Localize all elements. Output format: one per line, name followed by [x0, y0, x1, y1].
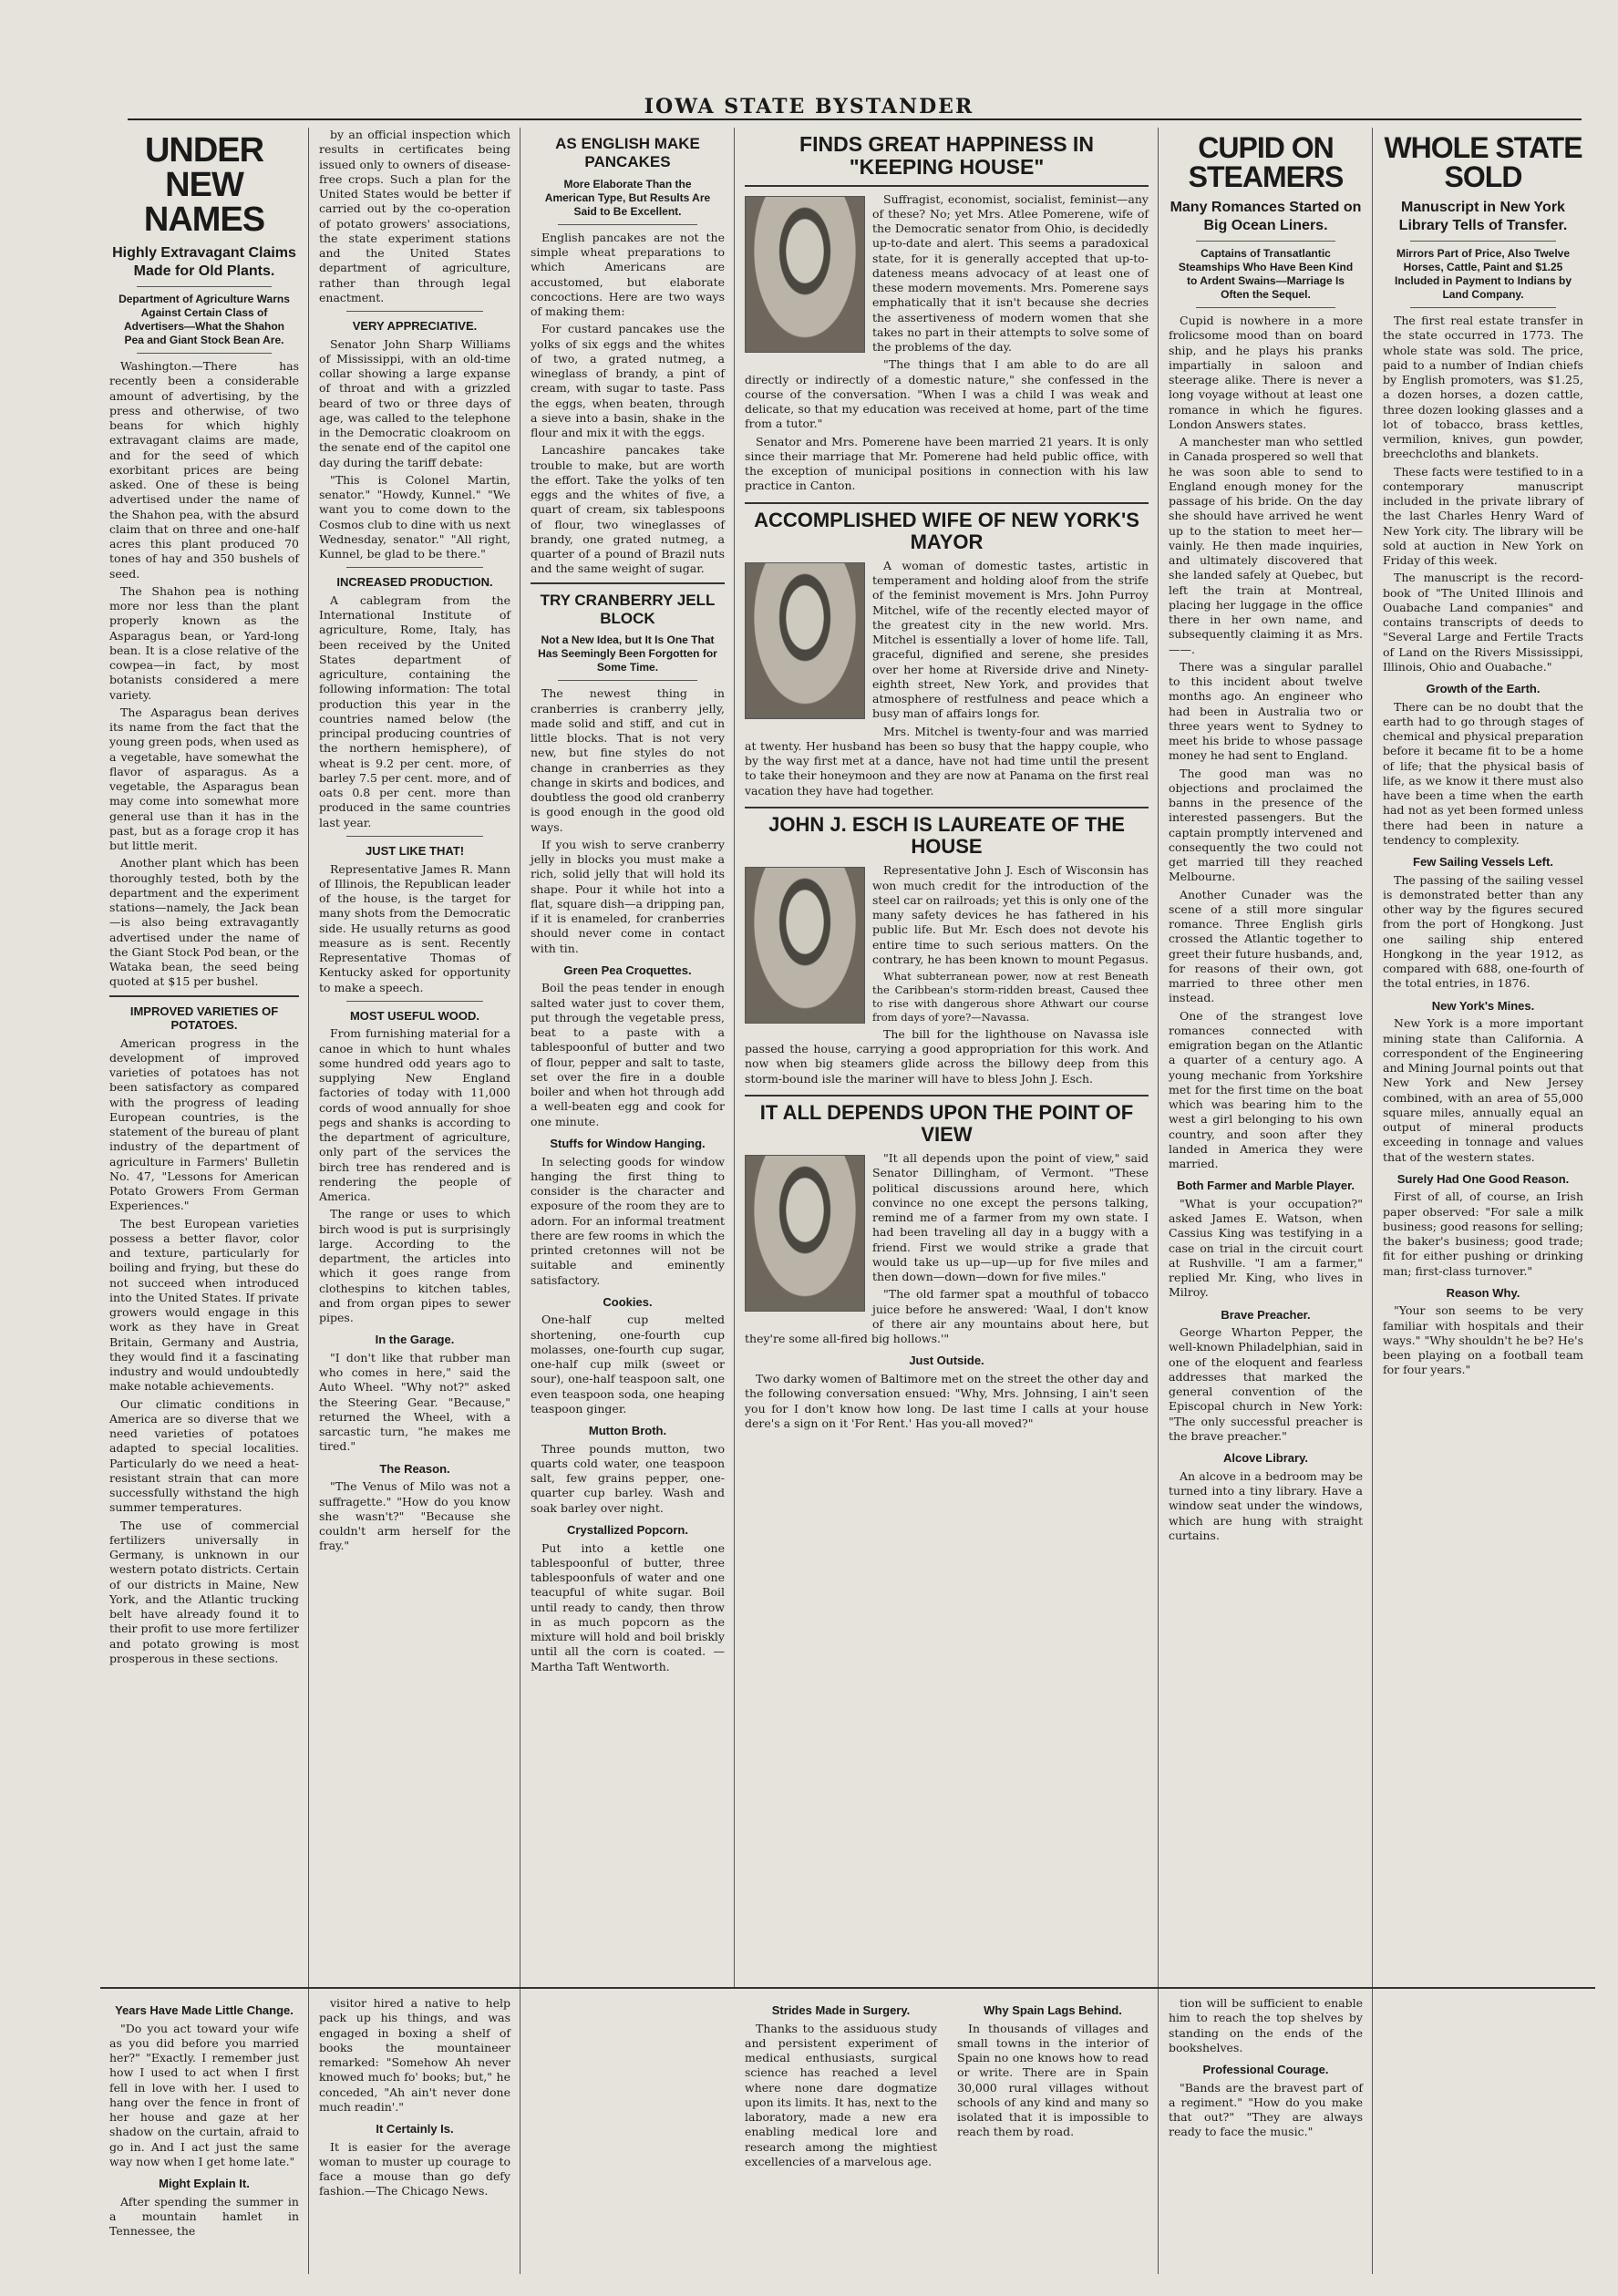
separator [558, 680, 697, 681]
paragraph: Another plant which has been thoroughly tested, both by the department and the experiment stations—namely, the Jack bean—is also being extravagantly advertised under the name of the Giant Stock Pod bean, or the Wataka bean, the seed being quoted at $15 per bushel. [109, 856, 299, 989]
subhead: It Certainly Is. [376, 2122, 454, 2136]
paragraph: The range or uses to which birch wood is put is surprisingly large. According to the department, the articles into which it goes range from clothespins to kitchen tables, and from organ pipes to sewer pipes. [319, 1207, 510, 1325]
portrait-mrs-pomerene [745, 196, 865, 353]
column-features [736, 128, 1158, 1987]
paragraph: From furnishing material for a canoe in which to hunt whales some hundred odd years ago to supplying New England factories of today with 11,000 cords of wood annually for shoe pegs and shanks is according to the department of agriculture, only part of the services the birch tree has rendered and is rendering the people of America. [319, 1026, 510, 1204]
paragraph: George Wharton Pepper, the well-known Philadelphian, said in one of the eloquent and fearless addresses that marked the general convention of the Episcopal church in New York: "The only successful preacher is the brave preacher." [1169, 1325, 1363, 1443]
paragraph: A cablegram from the International Institute of agriculture, Rome, Italy, has been received by the United States department of agriculture, containing the following information: The total production this year in the countries named below (the principal producing countries of the northern hemisphere), of wheat is 9.2 per cent. more, of barley 7.5 per cent. more, and of oats 0.8 per cent. more than produced in the same countries last year. [319, 592, 510, 829]
paragraph: These facts were testified to in a contemporary manuscript included in the private library of the last Charles Henry Ward of New York city. The library will be sold at auction in New York on Friday of this week. [1383, 464, 1583, 567]
paragraph: The use of commercial fertilizers universally in Germany, is unknown in our western potato districts. Certain of our districts in Maine, New York, and the Atlantic trucking belt have already found it to their profit to use more fertilizer and potato growing is most prosperous in these sections. [109, 1518, 299, 1665]
separator [137, 286, 272, 287]
portrait-senator-dillingham [745, 1155, 865, 1312]
separator [531, 582, 725, 584]
subhead: Cookies. [603, 1294, 653, 1309]
paragraph: The newest thing in cranberries is cranberry jelly, made solid and stiff, and cut in little blocks. That is not very new, but fine styles do not change in cranberries as they change in skirts and bodices, and doubtless the good old cranberry is good enough in the good old ways. [531, 686, 725, 834]
paragraph: It is easier for the average woman to muster up courage to face a mouse than go defy fashion.—The Chicago News. [319, 2139, 510, 2198]
subhead: Just Outside. [909, 1354, 984, 1368]
separator [745, 502, 1149, 504]
paragraph: Another Cunader was the scene of a still more singular romance. Three English girls crossed the Atlantic together to greet their future husbands, and, for reasons of their own, got married to three other men instead. [1169, 887, 1363, 1005]
paragraph: Senator and Mrs. Pomerene have been married 21 years. It is only since their marriage that Mr. Pomerene had held public office, with the exception of municipal positions in connection with his law practice in Canton. [745, 434, 1149, 493]
paragraph: The manuscript is the record-book of "The United Illinois and Ouabache Land companies" and contains transcripts of deeds to "Several Large and Fertile Tracts of Land on the Rivers Mississippi, Illinois, Ohio and Ouabache." [1383, 571, 1583, 674]
paragraph: Thanks to the assiduous study and persistent experiment of medical enthusiasts, surgical science has reached a level where none dare dogmatize upon its limits. It has, next to the laboratory, made a new era enabling medical lore and research among the mightiest excellencies of a marvelous age. [745, 2021, 937, 2168]
paragraph: by an official inspection which results in certificates being issued only to owners of disease-free crops. Such a plan for the United States would be better if carried out by the co-operation of potato growers' associations, the state experiment stations and the United States department of agriculture, rather than through legal enactment. [319, 128, 510, 304]
paragraph: There was a singular parallel to this incident about twelve months ago. An engineer who had been in Australia two or three years went to Sydney to meet his bride to whose passage money he had sent to England. [1169, 659, 1363, 763]
subhead: Professional Courage. [1202, 2063, 1329, 2076]
deck: Manuscript in New York Library Tells of Transfer. [1398, 200, 1568, 233]
headline-cranberry: TRY CRANBERRY JELL BLOCK [540, 591, 716, 627]
headline-keeping-house: FINDS GREAT HAPPINESS IN "KEEPING HOUSE" [799, 132, 1094, 180]
separator [109, 995, 299, 997]
poem: What subterranean power, now at rest Beneath the Caribbean's storm-ridden breast, Caused thee to rise with dangerous shore Athwart our course from days of yore?—Navassa. [872, 970, 1149, 1024]
column-whole-state-sold [1374, 128, 1592, 1987]
paragraph: New York is a more important mining state than California. A correspondent of the Engineering and Mining Journal points out that New York and New Jersey combined, with an area of 55,000 square miles, annually equal an output of mineral products exceeding in tonnage and values that of the western states. [1383, 1016, 1583, 1164]
paragraph: The Shahon pea is nothing more nor less than the plant properly known as the Asparagus bean, or Yard-long bean. It is a close relative of the cowpea—in fact, by most botanists considered a mere variety. [109, 583, 299, 702]
paragraph: A woman of domestic tastes, artistic in temperament and holding aloof from the strife of the feminist movement is Mrs. John Purroy Mitchel, wife of the recently elected mayor of the greatest city in the new world. Mrs. Mitchel is essentially a lover of home life. Tall, graceful, dignified and serene, she presides over her home at Riverside drive and Ninety-eighth street, New York, and provides that atmosphere of restfulness and peace which a busy man of affairs longs for. [872, 558, 1149, 721]
subhead: MOST USEFUL WOOD. [349, 1008, 480, 1023]
subhead: Alcove Library. [1223, 1451, 1308, 1466]
bottom-col-3 [736, 1996, 946, 2270]
paragraph: For custard pancakes use the yolks of six eggs and the whites of two, a grated nutmeg, a wineglass of brandy, a pint of cream, with sugar to taste. Pass the eggs, when beaten, through a sieve into a basin, shake in the flour and mix it with the eggs. [531, 322, 725, 440]
separator [745, 1095, 1149, 1097]
subhead: Years Have Made Little Change. [115, 2003, 294, 2017]
separator [346, 1001, 483, 1002]
paragraph: visitor hired a native to help pack up his things, and was engaged in boxing a shelf of books the mountaineer remarked: "Somehow Ah never knowed much fo' books; but," he conceded, "Ah ain't never done much readin'." [319, 1996, 510, 2114]
column-under-new-names [100, 128, 308, 1987]
column-divider [1158, 128, 1159, 2274]
subhead: IMPROVED VARIETIES OF POTATOES. [129, 1004, 279, 1033]
deck: More Elaborate Than the American Type, But Results Are Said to Be Excellent. [544, 177, 711, 218]
paragraph: One-half cup melted shortening, one-fourth cup molasses, one-fourth cup sugar, one-half cup milk (sweet or sour), one-half teaspoon salt, one even teaspoon soda, one heaping teaspoon ginger. [531, 1313, 725, 1416]
paragraph: There can be no doubt that the earth had to go through stages of chemical and physical preparation before it became fit to be a home of life; that the physical basis of life, as we know it there must also have been a time when the earth had not as yet been formed unless there had been in nature a tendency to complexity. [1383, 699, 1583, 847]
paragraph: "This is Colonel Martin, senator." "Howdy, Kunnel." "We want you to come down to the Cosmos club to dine with us next Wednesday, senator." "All right, Kunnel, be glad to be there." [319, 472, 510, 561]
deck: Many Romances Started on Big Ocean Liners. [1170, 200, 1362, 233]
deck: Highly Extravagant Claims Made for Old Plants. [112, 245, 296, 279]
paragraph: One of the strangest love romances connected with emigration began on the Atlantic a quarter of a century ago. A young mechanic from Yorkshire met for the first time on the boat which was bearing him to the west a girl belonging to his own country, and soon after they landed in America they were married. [1169, 1008, 1363, 1170]
subhead: JUST LIKE THAT! [365, 843, 465, 858]
headline-point-of-view: IT ALL DEPENDS UPON THE POINT OF VIEW [759, 1100, 1134, 1147]
paragraph: The good man was no objections and proclaimed the banns in the presence of the interested passengers. But the captain promptly intervened and consequently the two could not get married till they reached Melbourne. [1169, 766, 1363, 884]
paragraph: In thousands of villages and small towns in the interior of Spain no one knows how to read or write. There are in Spain 30,000 rural villages without schools of any kind and many so isolated that it is impossible to reach them by road. [957, 2021, 1149, 2139]
paragraph: Put into a kettle one tablespoonful of butter, three tablespoonfuls of water and one teacupful of white sugar. Boil until ready to candy, then throw in as much popcorn as the mixture will hold and boil briskly until all the corn is coated. — Martha Taft Wentworth. [531, 1540, 725, 1673]
paragraph: "I don't like that rubber man who comes in here," said the Auto Wheel. "Why not?" asked the Steering Gear. "Because," returned the Wheel, with a sarcastic turn, "he makes me tired." [319, 1350, 510, 1454]
paragraph: Representative James R. Mann of Illinois, the Republican leader of the house, is the target for many shots from the Democratic side. He usually returns as good measure as is sent. Recently Representative Thomas of Kentucky asked for opportunity to make a speech. [319, 861, 510, 994]
bottom-col-2 [310, 1996, 520, 2270]
subhead: Mutton Broth. [588, 1424, 667, 1438]
paragraph: The Asparagus bean derives its name from the fact that the young green pods, when used as a vegetable, have somewhat the flavor of asparagus. As a vegetable, the Asparagus bean may come into somewhat more general use than it has in the past, but as a forage crop it has but little merit. [109, 705, 299, 852]
subdeck: Captains of Transatlantic Steamships Who Have Been Kind to Ardent Swains—Marriage Is Often the Sequel. [1178, 247, 1354, 301]
separator [1196, 241, 1335, 242]
separator [1410, 307, 1556, 308]
paragraph: "Bands are the bravest part of a regiment." "How do you make that out?" "They are always ready to face the music." [1169, 2080, 1363, 2139]
paragraph: Boil the peas tender in enough salted water just to cover them, put through the vegetable press, beat to a paste with a tablespoonful of butter and two of flour, pepper and salt to taste, set over the fire in a double boiler and when hot through add a well-beaten egg and cook for one minute. [531, 981, 725, 1128]
paragraph: "Your son seems to be very familiar with hospitals and their ways." "Why shouldn't he be? He's been playing on a football team for four years." [1383, 1303, 1583, 1377]
paragraph: If you wish to serve cranberry jelly in blocks you must make a rich, solid jelly that will hold its shape. Pour it while hot into a flat, square dish—a dripping pan, if it is enameled, for cranberries should never come in contact with tin. [531, 837, 725, 955]
headline-pancakes: AS ENGLISH MAKE PANCAKES [555, 135, 700, 171]
column-divider [1372, 128, 1373, 2274]
subhead: Surely Had One Good Reason. [1396, 1171, 1570, 1186]
paragraph: The bill for the lighthouse on Navassa isle passed the house, carrying a good appropriation for this work. And now when big steamers glide across the billowy deep from this storm-bound isle the mariner will have to bless John J. Esch. [745, 1026, 1149, 1086]
separator [745, 185, 1149, 187]
headline-mayor-wife: ACCOMPLISHED WIFE OF NEW YORK'S MAYOR [754, 508, 1139, 553]
subhead: New York's Mines. [1431, 998, 1535, 1013]
paragraph: In selecting goods for window hanging the first thing to consider is the character and exposure of the room they are to adorn. For an informal treatment there are few rooms in which the printed cretonnes will not be suitable and eminently satisfactory. [531, 1154, 725, 1287]
paragraph: "Do you act toward your wife as you did before you married her?" "Exactly. I remember just how I used to act when I first fell in love with her. I used to hang over the fence in front of her house and gaze at her shadow on the curtain, afraid to go in. And I act just the same way now when I get home late." [109, 2021, 299, 2168]
headline-esch-laureate: JOHN J. ESCH IS LAUREATE OF THE HOUSE [768, 812, 1125, 859]
subhead: Growth of the Earth. [1426, 682, 1541, 695]
paragraph: The best European varieties possess a better flavor, color and texture, particularly for boiling and frying, but these do not succeed when introduced into the United States. If private growers would engage in this work as they have in Great Britain, Germany and Austria, they would find it a fascinating industry and would undoubtedly make notable achievements. [109, 1216, 299, 1394]
paragraph: The first real estate transfer in the state occurred in 1773. The whole state was sold. The price, paid to a number of Indian chiefs by English promoters, was $1.25, a dozen horses, a dozen cattle, three dozen looking glasses and a lot of tobacco, brass kettles, vermilion, knives, gun powder, breechcloths and blankets. [1383, 314, 1583, 461]
separator [137, 353, 272, 354]
paragraph: The passing of the sailing vessel is demonstrated better than any other way by the figures secured from the port of Hongkong. Just one sailing ship entered Hongkong in the year 1912, as compared with 688, one-fourth of the total entries, in 1876. [1383, 872, 1583, 991]
subhead: Stuffs for Window Hanging. [550, 1136, 706, 1150]
paragraph: Cupid is nowhere in a more frolicsome mood than on board ship, and he plays his pranks impartially in saloon and steerage alike. There is never a long voyage without at least one romance in which he figures. London Answers states. [1169, 314, 1363, 431]
bottom-col-5 [1159, 1996, 1372, 2270]
separator [346, 836, 483, 837]
subdeck: Department of Agriculture Warns Against Certain Class of Advertisers—What the Shahon Pea and Giant Stock Bean Are. [119, 293, 290, 346]
paragraph: Two darky women of Baltimore met on the street the other day and the following conversation ensued: "Why, Mrs. Johnsing, I ain't seen you for I don't know how long. De last time I calls at your house dere's a sign on it 'For Rent.' Has you-all moved?" [745, 1372, 1149, 1430]
paragraph: Suffragist, economist, socialist, feminist—any of these? No; yet Mrs. Atlee Pomerene, wife of the Democratic senator from Ohio, is decidedly up-to-date and alert. This seems a paradoxical state, for it is generally accepted that up-to-dateness means advocacy of at least one of these modern movements. Mrs. Pomerene says emphatically that it isn't because she decries the assertiveness of modern women that she takes no part in their attempts to solve some of the problems of the day. [872, 191, 1149, 355]
subhead: Reason Why. [1446, 1285, 1520, 1300]
paragraph: An alcove in a bedroom may be turned into a tiny library. Have a window seat under the windows, which are hung with straight curtains. [1169, 1468, 1363, 1542]
bottom-col-4 [948, 1996, 1158, 2270]
column-miscellany [310, 128, 520, 1987]
column-divider [308, 128, 309, 2274]
bottom-rule [100, 1987, 1595, 1989]
paragraph: "The old farmer spat a mouthful of tobacco juice before he answered: 'Waal, I don't know of there air any mountains about here, but they're some all-fired big hollows.'" [745, 1287, 1149, 1346]
paragraph: Senator John Sharp Williams of Mississippi, with an old-time collar showing a large expanse of throat and with a grizzled beard of two or three days of age, was called to the telephone in the Democratic cloakroom on the senate end of the capitol one day during the tariff debate: [319, 336, 510, 469]
subhead: Might Explain It. [159, 2177, 250, 2191]
headline-cupid-on-steamers: CUPID ON STEAMERS [1188, 131, 1344, 193]
portrait-john-esch [745, 867, 865, 1024]
paragraph: Lancashire pancakes take trouble to make, but are worth the effort. Take the yolks of ten eggs and the whites of five, a quart of cream, six tablespoons of flour, two wineglasses of brandy, one grated nutmeg, a quarter of a pound of Brazil nuts and the same weight of sugar. [531, 443, 725, 576]
paragraph: "The things that I am able to do are all directly or indirectly of a domestic nature," she confessed in the course of the conversation. "When I was a child I was weak and delicate, so that my education was received at home, part of the time from a tutor." [745, 357, 1149, 431]
separator [745, 807, 1149, 808]
masthead-rule [128, 118, 1582, 120]
column-cupid [1159, 128, 1372, 1987]
column-pancakes [521, 128, 734, 1987]
paragraph: American progress in the development of improved varieties of potatoes has not been satisfactory as compared with the progress of leading European countries, is the statement of the bureau of plant industry of the department of agriculture in Farmers' Bulletin No. 47, "Lessons for American Potato Growers From German Experiences." [109, 1035, 299, 1213]
paragraph: Mrs. Mitchel is twenty-four and was married at twenty. Her husband has been so busy that the happy couple, who by the way first met at a dance, have not had time until the present to take their honeymoon and they are now at Panama on the first real vacation they have had together. [745, 724, 1149, 798]
paragraph: "It all depends upon the point of view," said Senator Dillingham, of Vermont. "These political discussions around here, which convince no one except the persons talking, remind me of a farmer from my own state. I had been traveling all day in a buggy with a friend. First we would strike a grade that would take us up—up—up for five miles and then down—down—down for five miles." [872, 1151, 1149, 1284]
subhead: Brave Preacher. [1221, 1307, 1311, 1322]
paragraph: "The Venus of Milo was not a suffragette." "How do you know she wasn't?" "Because she couldn't arm herself for the fray." [319, 1479, 510, 1553]
subhead: Few Sailing Vessels Left. [1413, 855, 1553, 870]
paragraph: Three pounds mutton, two quarts cold water, one teaspoon salt, few grains pepper, one-quarter cup barley. Wash and soak barley over night. [531, 1441, 725, 1515]
paragraph: "What is your occupation?" asked James E. Watson, when Cassius King was testifying in a case on trial in the circuit court at Rushville. "I am a farmer," replied Mr. King, who lives in Milroy. [1169, 1196, 1363, 1300]
subhead: Both Farmer and Marble Player. [1176, 1179, 1355, 1193]
masthead [0, 0, 1618, 137]
paragraph: First of all, of course, an Irish paper observed: "For sale a milk business; good reasons for selling; the baker's business; good trade; fit for either pushing or drinking man; first-class turnover." [1383, 1189, 1583, 1278]
headline-whole-state-sold: WHOLE STATE SOLD [1384, 131, 1582, 193]
subhead: INCREASED PRODUCTION. [336, 575, 493, 590]
deck: Not a New Idea, but It Is One That Has Seemingly Been Forgotten for Some Time. [538, 633, 717, 674]
paragraph: After spending the summer in a mountain hamlet in Tennessee, the [109, 2194, 299, 2239]
subhead: In the Garage. [375, 1333, 455, 1347]
headline-under-new-names: UNDER NEW NAMES [143, 131, 265, 239]
bottom-col-1 [100, 1996, 308, 2270]
paragraph: tion will be sufficient to enable him to reach the top shelves by standing on the ends of the bookshelves. [1169, 1996, 1363, 2054]
separator [346, 567, 483, 568]
subdeck: Mirrors Part of Price, Also Twelve Horses, Cattle, Paint and $1.25 Included in Payment to Indians by Land Company. [1394, 247, 1572, 301]
column-divider [734, 128, 735, 1987]
separator [1196, 307, 1335, 308]
paragraph: Representative John J. Esch of Wisconsin has won much credit for the introduction of the steel car on railroads; yet this is only one of the many safety devices he has fathered in his public life. But Mr. Esch does not devote his entire time to such serious matters. On the contrary, he has been known to mount Pegasus. [872, 863, 1149, 966]
subhead: The Reason. [379, 1461, 450, 1476]
paragraph: Our climatic conditions in America are so diverse that we need varieties of potatoes adapted to special localities. Particularly do we need a heat-resistant strain that can more successfully withstand the high summer temperatures. [109, 1396, 299, 1515]
subhead: VERY APPRECIATIVE. [352, 319, 478, 333]
paragraph: A manchester man who settled in Canada prospered so well that he was soon able to send to England enough money for the passage of his bride. On the day she should have arrived he went up to the station to meet her—vainly. He then made inquiries, and ultimately discovered that she landed safely at Quebec, but left the train at Montreal, placing her luggage in the office there in her own name, and subsequently claiming it as Mrs. ——. [1169, 435, 1363, 656]
separator [558, 224, 697, 225]
subhead: Green Pea Croquettes. [563, 963, 692, 977]
paragraph: English pancakes are not the simple wheat preparations to which Americans are accustomed, but elaborate concoctions. Here are two ways of making them: [531, 230, 725, 319]
separator [1410, 241, 1556, 242]
newspaper-title: IOWA STATE BYSTANDER [644, 95, 974, 118]
paragraph: Washington.—There has recently been a considerable amount of advertising, by the press and otherwise, of two beans for which highly extravagant claims are made, and for the seed of which exorbitant prices are being asked. One of these is being advertised under the name of the Shahon pea, with the absurd claim that on three and one-half acres this plant produced 70 tones of hay and 350 bushels of seed. [109, 359, 299, 581]
subhead: Crystallized Popcorn. [567, 1522, 688, 1537]
subhead: Why Spain Lags Behind. [984, 2003, 1122, 2017]
subhead: Strides Made in Surgery. [771, 2003, 911, 2017]
portrait-mrs-mitchel [745, 562, 865, 719]
separator [346, 311, 483, 312]
